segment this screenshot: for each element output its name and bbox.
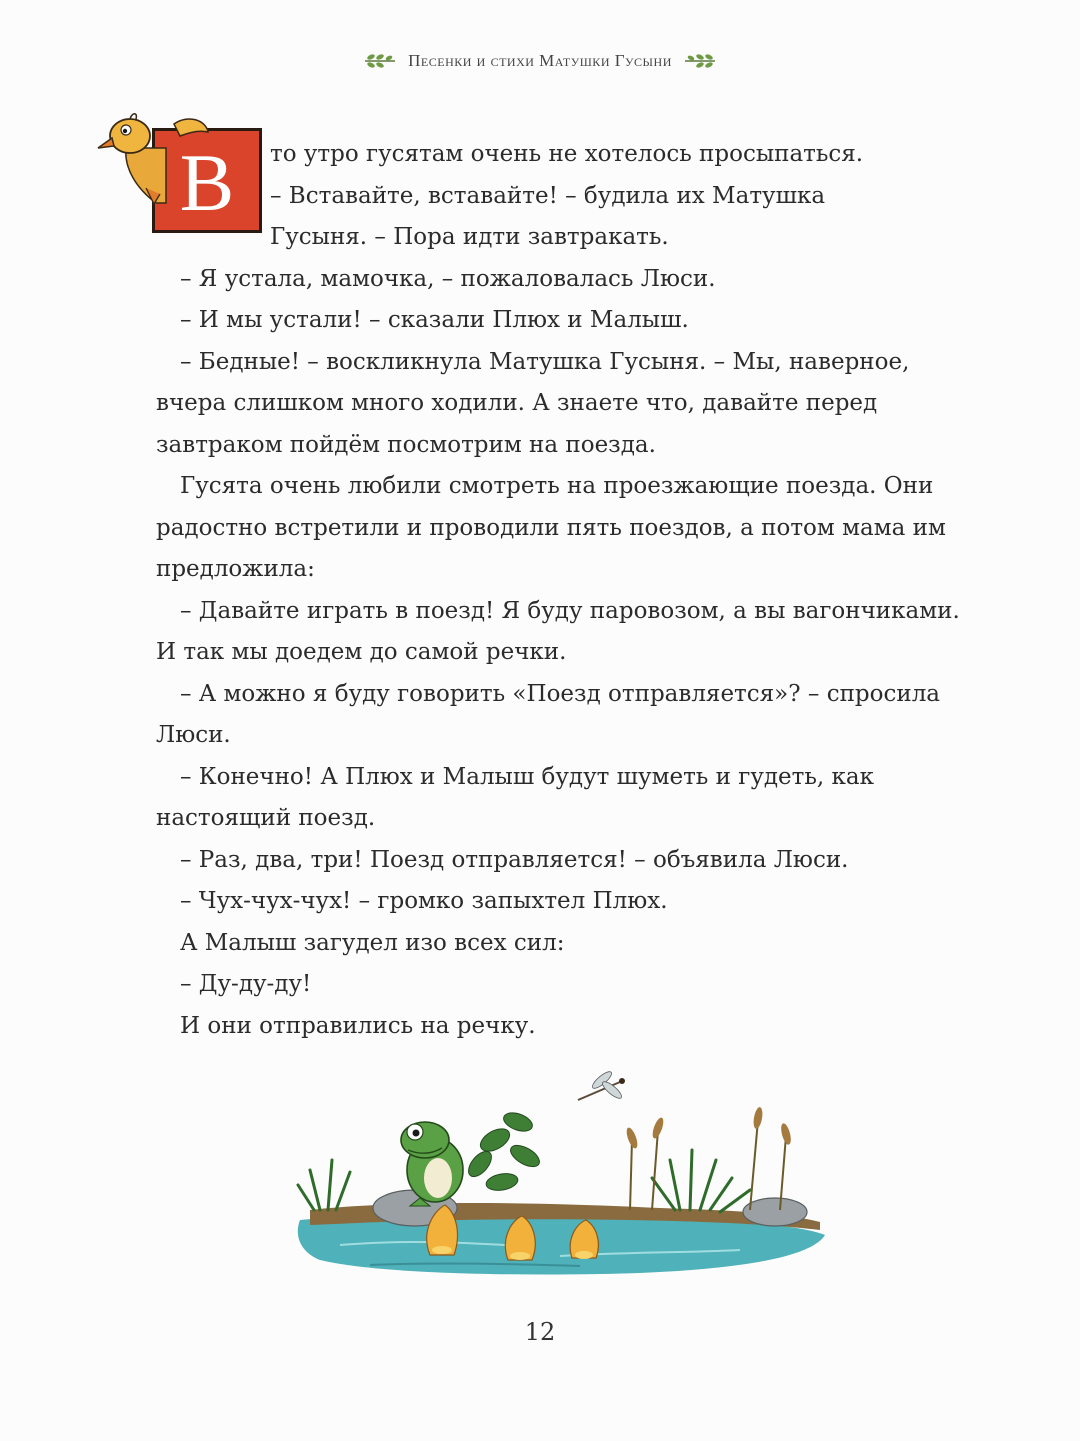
body-text (156, 134, 976, 1047)
leaf-sprig-icon (363, 53, 397, 69)
paragraph: – А можно я буду говорить «Поезд отправляется»? – спросила Люси. (156, 680, 941, 748)
pond-frog-goslings-illustration (280, 1060, 840, 1290)
paragraph: – Чух-чух-чух! – громко запыхтел Плюх. (180, 888, 668, 914)
paragraph: – Я устала, мамочка, – пожаловалась Люси. (180, 265, 716, 292)
paragraph: – Ду-ду-ду! (180, 971, 312, 997)
running-header-title: Песенки и стихи Матушки Гусыни (408, 51, 672, 71)
paragraph: – И мы устали! – сказали Плюх и Малыш. (180, 307, 689, 333)
paragraph: Гусята очень любили смотреть на проезжающие поезда. Они радостно встретили и проводили пять поездов, а потом мама им предложила: (156, 473, 946, 582)
text-line: то утро гусятам очень не хотелось просыпаться. (270, 141, 864, 167)
dragonfly-icon (578, 1069, 625, 1101)
paragraph: – Давайте играть в поезд! Я буду паровозом, а вы вагончиками. И так мы доедем до самой речки. (156, 597, 960, 665)
leaf-sprig-icon (683, 53, 717, 69)
paragraph: – Конечно! А Плюх и Малыш будут шуметь и гудеть, как настоящий поезд. (156, 763, 874, 831)
paragraph: – Бедные! – воскликнула Матушка Гусыня. – Мы, наверное, вчера слишком много ходили. А знаете что, давайте перед завтраком пойдём посмотрим на поезда. (156, 348, 910, 458)
paragraph: И они отправились на речку. (180, 1012, 536, 1039)
drop-cap-letter: В (179, 136, 235, 228)
paragraph: – Раз, два, три! Поезд отправляется! – объявила Люси. (180, 846, 849, 873)
running-header (0, 50, 1080, 71)
text-line: Гусыня. – Пора идти завтракать. (270, 224, 669, 250)
page-number: 12 (524, 1318, 556, 1346)
text-line: – Вставайте, вставайте! – будила их Матушка (270, 182, 826, 209)
paragraph: А Малыш загудел изо всех сил: (180, 929, 565, 956)
